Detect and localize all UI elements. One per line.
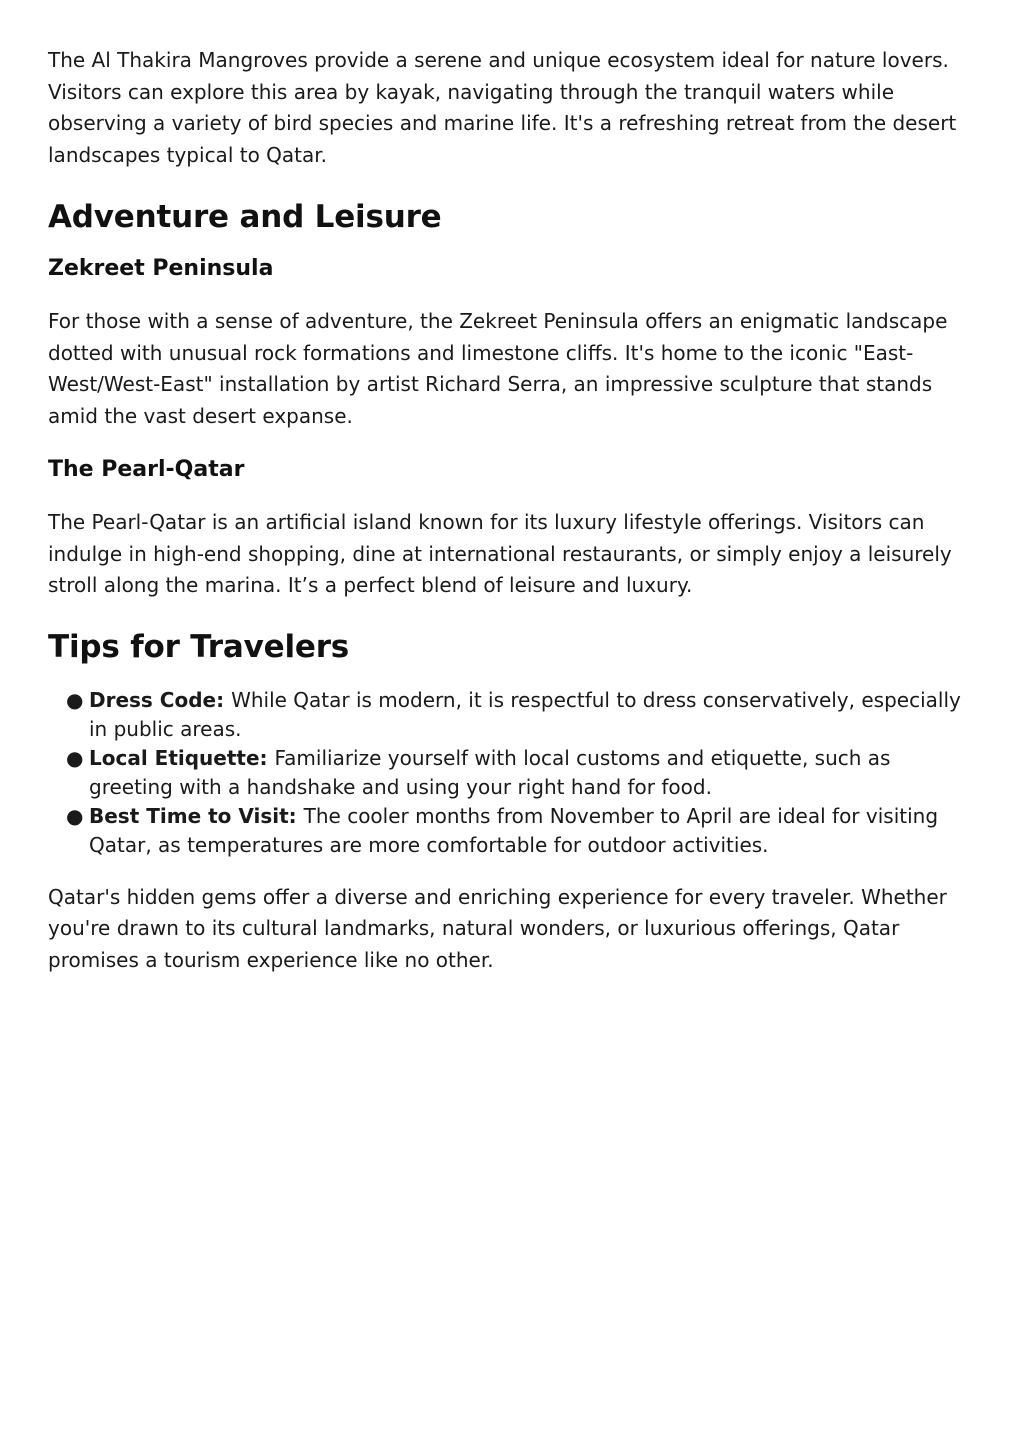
list-item <box>66 744 976 802</box>
tip-text: While Qatar is modern, it is respectful to dress conservatively, especially in public areas. <box>89 687 961 741</box>
bullet-icon: ● <box>66 687 84 712</box>
tip-label: Local Etiquette: <box>89 745 275 770</box>
mangroves-paragraph: The Al Thakira Mangroves provide a serene and unique ecosystem ideal for nature lovers. Visitors can explore this area by kayak, navigating through the tranquil waters while observing a variety of bird species and marine life. It's a refreshing retreat from the desert landscapes typical to Qatar. <box>48 48 957 167</box>
conclusion-paragraph: Qatar's hidden gems offer a diverse and enriching experience for every traveler. Whether you're drawn to its cultural landmarks, natural wonders, or luxurious offerings, Qatar promises a tourism experience like no other. <box>48 884 947 972</box>
list-item <box>66 802 976 860</box>
tip-text: The cooler months from November to April are ideal for visiting Qatar, as temperatures are more comfortable for outdoor activities. <box>89 803 939 857</box>
pearl-qatar-paragraph: The Pearl-Qatar is an artificial island known for its luxury lifestyle offerings. Visitors can indulge in high-end shopping, dine at international restaurants, or simply enjoy a leisurely stroll along the marina. It’s a perfect blend of leisure and luxury. <box>48 510 952 597</box>
tip-text: Familiarize yourself with local customs and etiquette, such as greeting with a handshake and using your right hand for food. <box>89 745 891 799</box>
tip-label: Best Time to Visit: <box>89 803 304 828</box>
tips-for-travelers-heading: Tips for Travelers <box>48 628 350 665</box>
zekreet-peninsula-paragraph: For those with a sense of adventure, the Zekreet Peninsula offers an enigmatic landscape dotted with unusual rock formations and limestone cliffs. It's home to the iconic "East-West/West-East" installation by artist Richard Serra, an impressive sculpture that stands amid the vast desert expanse. <box>48 309 948 428</box>
tips-list <box>48 686 976 860</box>
zekreet-peninsula-heading: Zekreet Peninsula <box>48 256 274 281</box>
pearl-qatar-heading: The Pearl-Qatar <box>48 457 245 482</box>
bullet-icon: ● <box>66 803 84 828</box>
bullet-icon: ● <box>66 745 84 770</box>
tip-label: Dress Code: <box>89 687 232 712</box>
adventure-leisure-heading: Adventure and Leisure <box>48 199 442 235</box>
list-item <box>66 686 976 744</box>
